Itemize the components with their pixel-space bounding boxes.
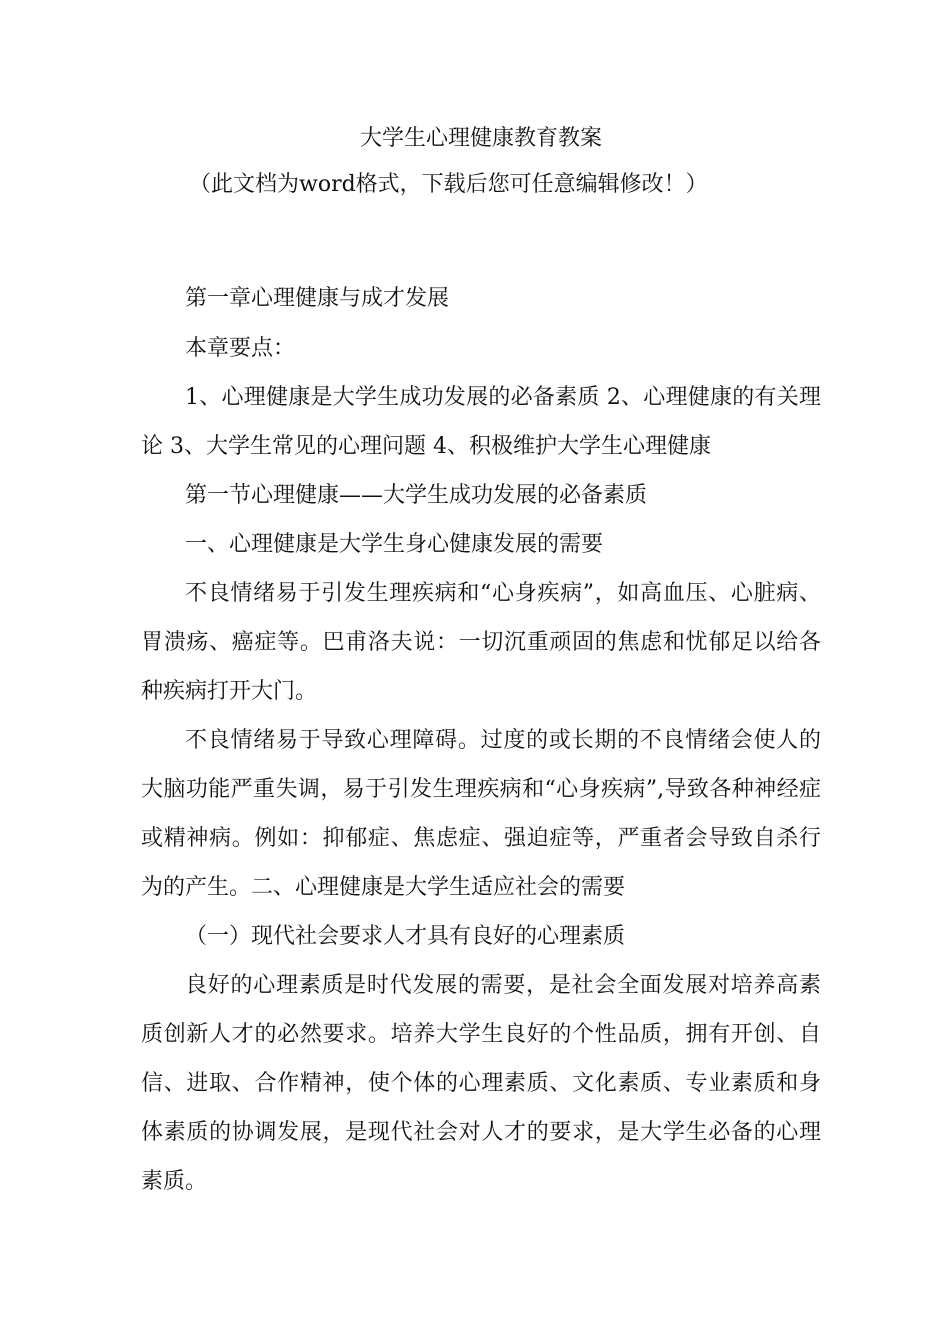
chapter-heading: 第一章心理健康与成才发展: [185, 286, 450, 311]
subsection-heading: 一、心理健康是大学生身心健康发展的需要: [185, 532, 604, 557]
document-title: 大学生心理健康教育教案: [359, 126, 602, 151]
document-body: [141, 116, 821, 1206]
subsection-heading: （一）现代社会要求人才具有良好的心理素质: [185, 924, 626, 949]
blank-space: [141, 208, 821, 274]
body-paragraph: 不良情绪易于引发生理疾病和“心身疾病”，如高血压、心脏病、胃溃疡、癌症等。巴甫洛夫说：一切沉重顽固的焦虑和忧郁足以给各种疾病打开大门。: [141, 581, 821, 704]
key-points-list: 1、心理健康是大学生成功发展的必备素质 2、心理健康的有关理论 3、大学生常见的心理问题 4、积极维护大学生心理健康: [141, 385, 821, 459]
body-paragraph: 良好的心理素质是时代发展的需要，是社会全面发展对培养高素质创新人才的必然要求。培养大学生良好的个性品质，拥有开创、自信、进取、合作精神，使个体的心理素质、文化素质、专业素质和身体素质的协调发展，是现代社会对人才的要求，是大学生必备的心理素质。: [141, 973, 821, 1194]
section-heading: 第一节心理健康——大学生成功发展的必备素质: [185, 483, 648, 508]
body-paragraph: 不良情绪易于导致心理障碍。过度的或长期的不良情绪会使人的大脑功能严重失调，易于引发生理疾病和“心身疾病”,导致各种神经症或精神病。例如：抑郁症、焦虑症、强迫症等，严重者会导致自杀行为的产生。二、心理健康是大学生适应社会的需要: [141, 728, 821, 900]
document-subtitle: （此文档为word格式，下载后您可任意编辑修改！）: [189, 172, 708, 197]
key-points-label: 本章要点：: [185, 336, 296, 361]
